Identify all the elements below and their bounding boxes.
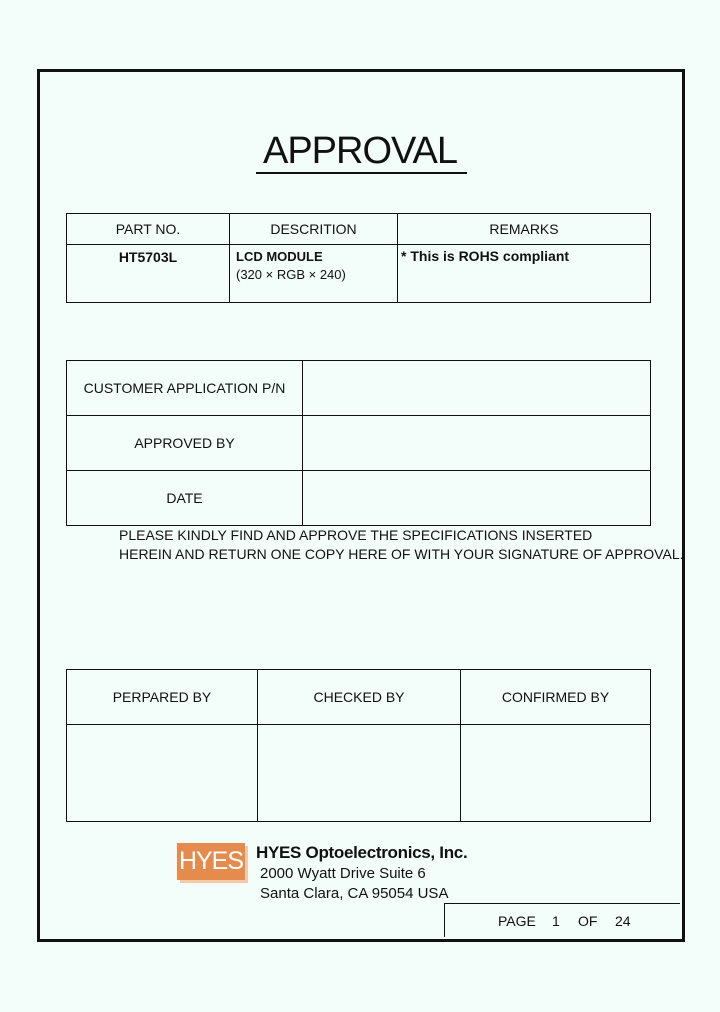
part-no-cell xyxy=(67,245,230,303)
prepared-by-signature[interactable] xyxy=(67,725,258,822)
company-address-line1: 2000 Wyatt Drive Suite 6 xyxy=(260,865,426,882)
description-cell xyxy=(230,245,398,303)
page-number-box xyxy=(444,903,680,937)
page-of-label: OF xyxy=(578,913,598,929)
checked-by-signature[interactable] xyxy=(258,725,461,822)
table-header-row xyxy=(67,214,651,245)
table-row xyxy=(67,416,651,471)
instruction-line2: HEREIN AND RETURN ONE COPY HERE OF WITH YOUR SIGNATURE OF APPROVAL. xyxy=(119,546,684,562)
company-logo: HYES xyxy=(177,843,245,880)
header-description: DESCRITION xyxy=(230,214,398,245)
remarks-value: * This is ROHS compliant xyxy=(401,248,570,264)
page-total: 24 xyxy=(615,913,631,929)
table-row xyxy=(67,471,651,526)
table-header-row xyxy=(67,670,651,725)
remarks-cell xyxy=(398,245,651,303)
customer-pn-field[interactable] xyxy=(303,361,651,416)
table-row xyxy=(67,361,651,416)
date-field[interactable] xyxy=(303,471,651,526)
checked-by-label: CHECKED BY xyxy=(258,670,461,725)
title-underline xyxy=(256,172,467,174)
part-no-value: HT5703L xyxy=(118,249,178,265)
company-name: HYES Optoelectronics, Inc. xyxy=(256,843,468,862)
date-label: DATE xyxy=(67,471,303,526)
approved-by-field[interactable] xyxy=(303,416,651,471)
page-label: PAGE xyxy=(498,913,536,929)
description-line2: (320 × RGB × 240) xyxy=(236,267,346,282)
approved-by-label: APPROVED BY xyxy=(67,416,303,471)
header-part-no: PART NO. xyxy=(67,214,230,245)
description-line1: LCD MODULE xyxy=(236,249,323,264)
instruction-line1: PLEASE KINDLY FIND AND APPROVE THE SPECIFICATIONS INSERTED xyxy=(119,527,593,543)
table-row xyxy=(67,245,651,303)
header-remarks: REMARKS xyxy=(398,214,651,245)
table-row xyxy=(67,725,651,822)
approval-table xyxy=(66,360,651,526)
spec-table xyxy=(66,213,651,303)
page-current: 1 xyxy=(552,913,560,929)
signoff-table xyxy=(66,669,651,822)
confirmed-by-signature[interactable] xyxy=(461,725,651,822)
confirmed-by-label: CONFIRMED BY xyxy=(461,670,651,725)
customer-pn-label: CUSTOMER APPLICATION P/N xyxy=(67,361,303,416)
document-title: APPROVAL xyxy=(262,130,458,172)
prepared-by-label: PERPARED BY xyxy=(67,670,258,725)
company-address-line2: Santa Clara, CA 95054 USA xyxy=(260,885,449,902)
